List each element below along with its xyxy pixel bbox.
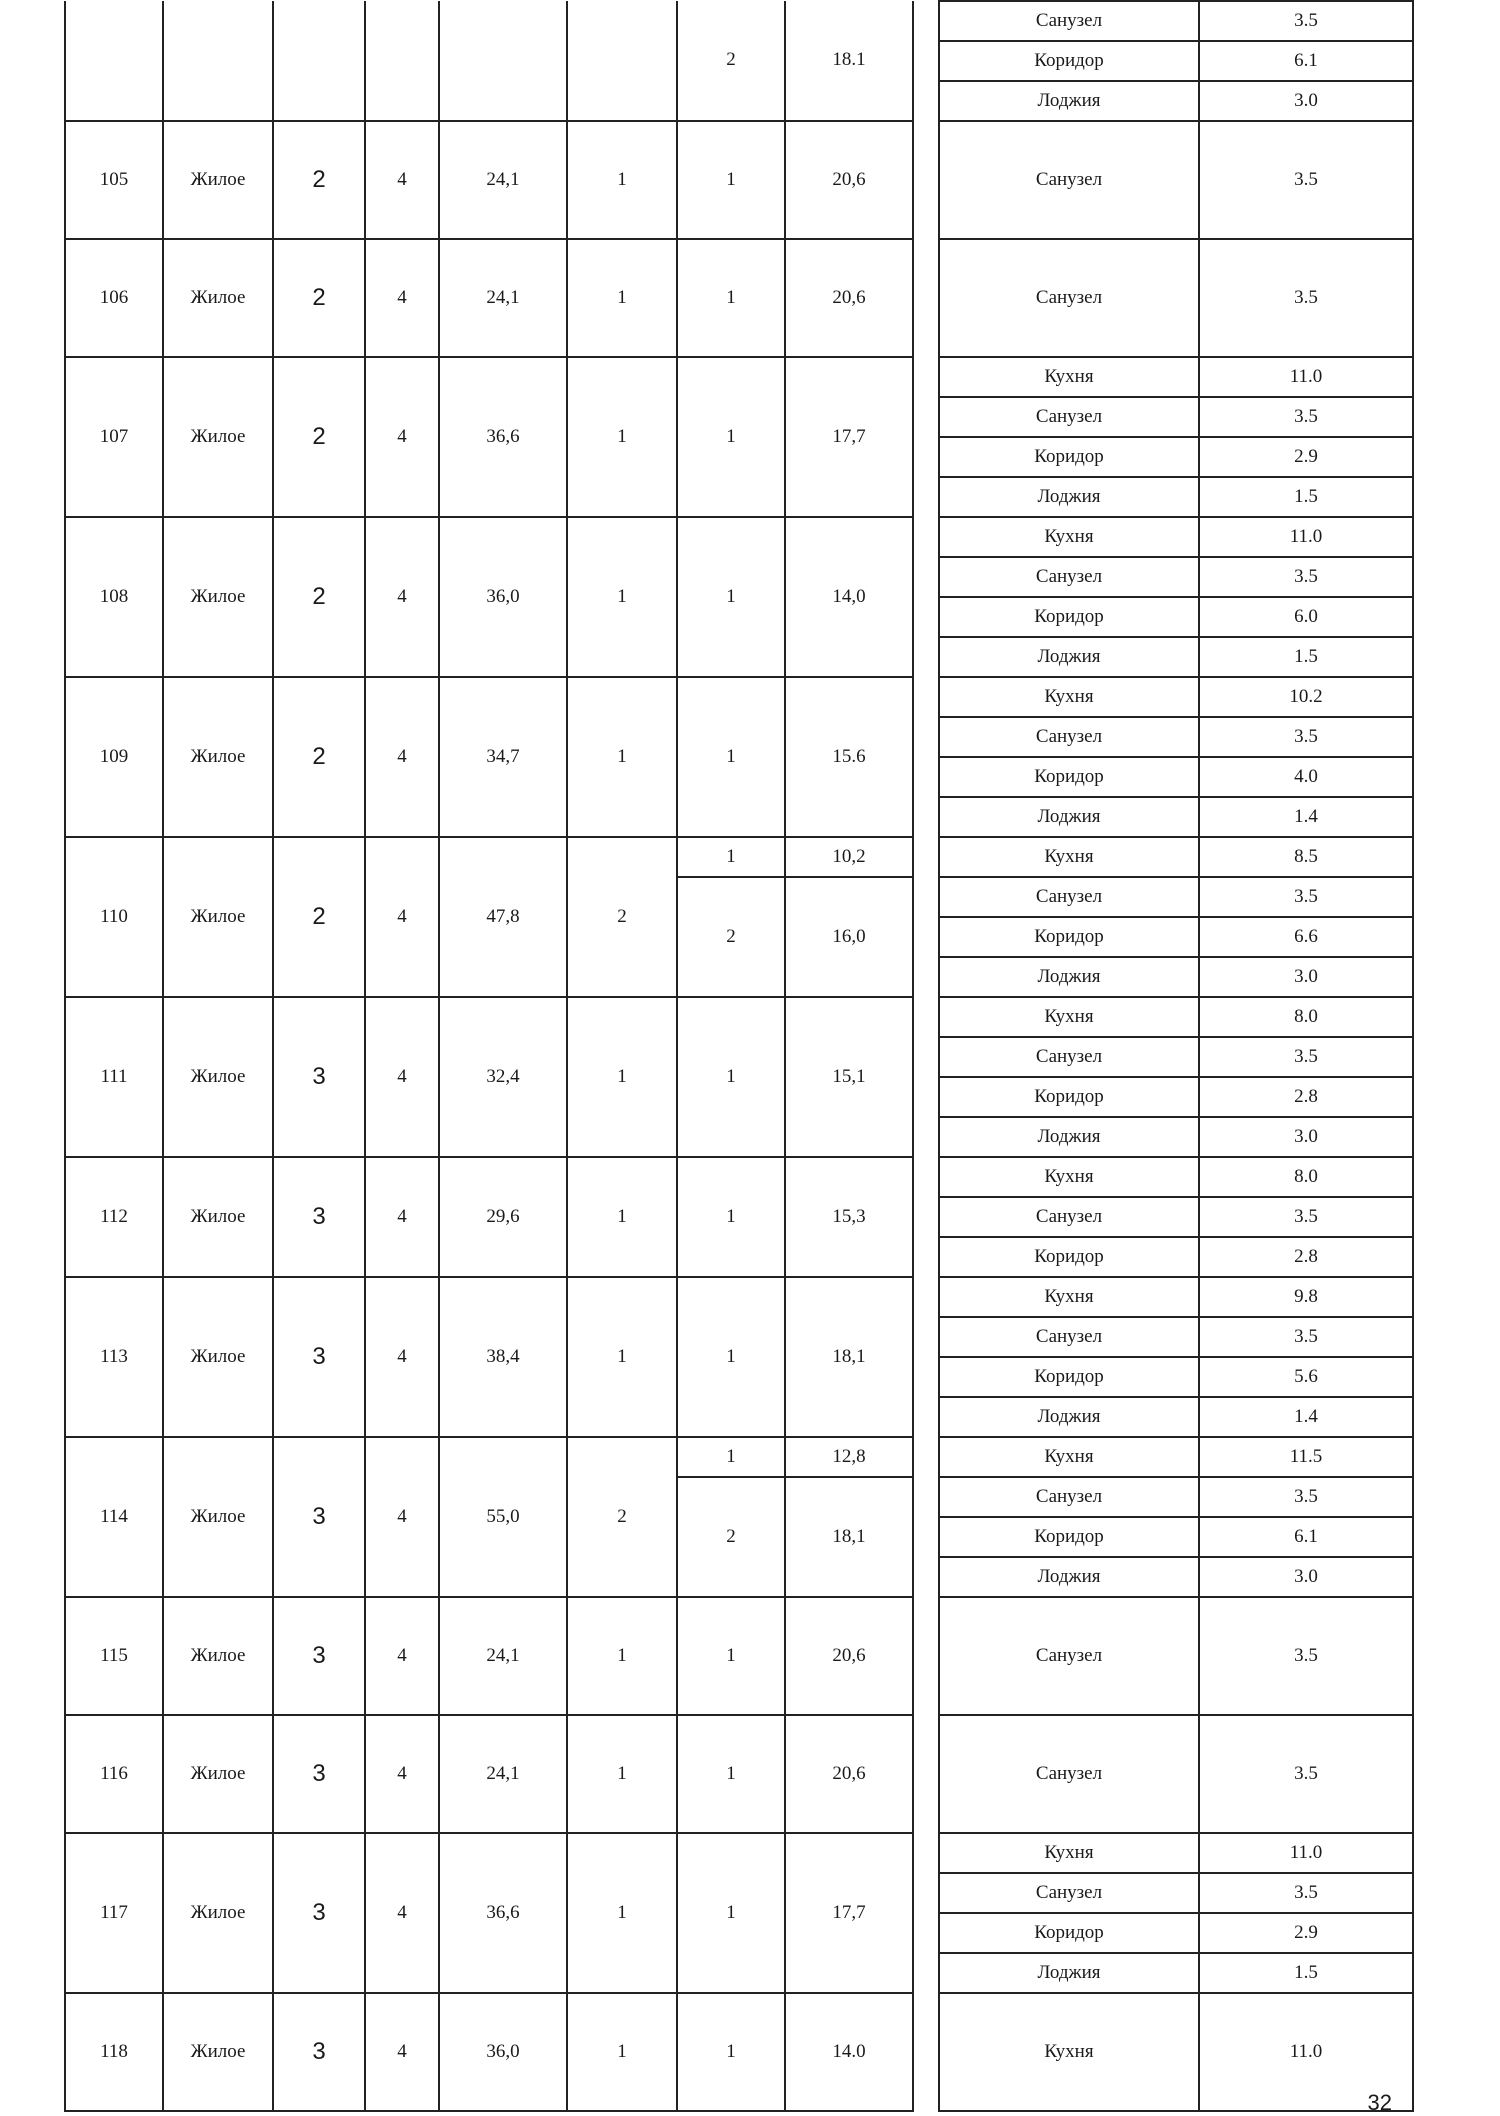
aux-room-area: 2.9 <box>1199 1913 1413 1953</box>
apartment-number: 115 <box>65 1597 163 1715</box>
table-row <box>65 1157 1413 1197</box>
aux-room-area: 6.0 <box>1199 597 1413 637</box>
aux-room-area: 8.0 <box>1199 997 1413 1037</box>
aux-room-name: Коридор <box>939 1357 1199 1397</box>
apartment-type: Жилое <box>163 677 273 837</box>
aux-room-name: Санузел <box>939 557 1199 597</box>
room-count: 1 <box>567 357 677 517</box>
apartment-type: Жилое <box>163 1157 273 1277</box>
aux-room-area: 3.0 <box>1199 81 1413 121</box>
apartment-type: Жилое <box>163 357 273 517</box>
apartment-number: 112 <box>65 1157 163 1277</box>
apartment-number: 108 <box>65 517 163 677</box>
apartment-number: 109 <box>65 677 163 837</box>
aux-room-area: 1.5 <box>1199 637 1413 677</box>
section-number: 4 <box>365 1597 439 1715</box>
aux-room-name: Коридор <box>939 41 1199 81</box>
aux-room-area: 2.8 <box>1199 1237 1413 1277</box>
living-room-number: 1 <box>677 1277 785 1437</box>
aux-room-name: Кухня <box>939 1277 1199 1317</box>
column-gap <box>913 121 939 239</box>
apartment-type: Жилое <box>163 517 273 677</box>
apartment-type: Жилое <box>163 239 273 357</box>
aux-room-name: Санузел <box>939 877 1199 917</box>
living-room-area: 15,1 <box>785 997 913 1157</box>
aux-room-name: Санузел <box>939 1715 1199 1833</box>
aux-room-name: Лоджия <box>939 1953 1199 1993</box>
aux-room-area: 6.1 <box>1199 1517 1413 1557</box>
column-gap <box>913 837 939 997</box>
apartment-table-body <box>65 1 1413 2111</box>
apartment-table <box>64 0 1414 2112</box>
aux-room-area: 3.0 <box>1199 1117 1413 1157</box>
room-count: 1 <box>567 1715 677 1833</box>
aux-room-area: 3.5 <box>1199 1037 1413 1077</box>
floor-number: 2 <box>273 121 365 239</box>
column-gap <box>913 1597 939 1715</box>
living-room-number: 2 <box>677 1477 785 1597</box>
aux-room-area: 3.5 <box>1199 1873 1413 1913</box>
page-number: 32 <box>1367 2090 1392 2115</box>
column-gap <box>913 1157 939 1277</box>
living-room-area: 15,3 <box>785 1157 913 1277</box>
aux-room-area: 4.0 <box>1199 757 1413 797</box>
floor-number: 3 <box>273 997 365 1157</box>
aux-room-name: Санузел <box>939 1873 1199 1913</box>
room-count: 1 <box>567 997 677 1157</box>
aux-room-name: Лоджия <box>939 81 1199 121</box>
apartment-type: Жилое <box>163 121 273 239</box>
living-room-number: 2 <box>677 877 785 997</box>
aux-room-name: Кухня <box>939 997 1199 1037</box>
column-gap <box>913 1715 939 1833</box>
aux-room-area: 1.5 <box>1199 1953 1413 1993</box>
apartment-number: 110 <box>65 837 163 997</box>
total-area: 36,0 <box>439 517 567 677</box>
aux-room-name: Коридор <box>939 1237 1199 1277</box>
table-row <box>65 677 1413 717</box>
aux-room-name: Санузел <box>939 1317 1199 1357</box>
room-count: 1 <box>567 121 677 239</box>
living-room-number: 1 <box>677 1715 785 1833</box>
aux-room-name: Санузел <box>939 1597 1199 1715</box>
column-gap <box>913 1437 939 1597</box>
room-count: 2 <box>567 837 677 997</box>
total-area: 34,7 <box>439 677 567 837</box>
aux-room-area: 6.6 <box>1199 917 1413 957</box>
room-count: 1 <box>567 517 677 677</box>
aux-room-area: 3.0 <box>1199 957 1413 997</box>
aux-room-area: 11.0 <box>1199 1833 1413 1873</box>
floor-number: 2 <box>273 239 365 357</box>
floor-number: 3 <box>273 1437 365 1597</box>
floor-number: 3 <box>273 1833 365 1993</box>
aux-room-name: Лоджия <box>939 1557 1199 1597</box>
aux-room-name: Санузел <box>939 121 1199 239</box>
aux-room-area: 2.8 <box>1199 1077 1413 1117</box>
aux-room-name: Коридор <box>939 437 1199 477</box>
floor-number: 3 <box>273 1157 365 1277</box>
apartment-type: Жилое <box>163 1993 273 2111</box>
section-number: 4 <box>365 677 439 837</box>
aux-room-area: 8.5 <box>1199 837 1413 877</box>
aux-room-name: Лоджия <box>939 1397 1199 1437</box>
floor-number: 3 <box>273 1277 365 1437</box>
apartment-type: Жилое <box>163 837 273 997</box>
living-room-number: 1 <box>677 1597 785 1715</box>
aux-room-area: 2.9 <box>1199 437 1413 477</box>
cont-room-count <box>567 1 677 121</box>
total-area: 36,6 <box>439 1833 567 1993</box>
living-room-area: 18,1 <box>785 1277 913 1437</box>
aux-room-area: 3.0 <box>1199 1557 1413 1597</box>
room-count: 1 <box>567 1597 677 1715</box>
column-gap <box>913 1833 939 1993</box>
apartment-type: Жилое <box>163 1715 273 1833</box>
aux-room-name: Коридор <box>939 1517 1199 1557</box>
aux-room-area: 3.5 <box>1199 1597 1413 1715</box>
living-room-number: 1 <box>677 239 785 357</box>
table-row <box>65 1993 1413 2111</box>
living-room-area: 17,7 <box>785 357 913 517</box>
aux-room-name: Лоджия <box>939 1117 1199 1157</box>
aux-room-name: Санузел <box>939 1197 1199 1237</box>
room-count: 1 <box>567 1993 677 2111</box>
living-room-number: 1 <box>677 1993 785 2111</box>
room-count: 2 <box>567 1437 677 1597</box>
floor-number: 2 <box>273 517 365 677</box>
living-room-area: 12,8 <box>785 1437 913 1477</box>
living-room-area: 14,0 <box>785 517 913 677</box>
aux-room-name: Санузел <box>939 717 1199 757</box>
aux-room-area: 3.5 <box>1199 397 1413 437</box>
aux-room-area: 3.5 <box>1199 1477 1413 1517</box>
apartment-number: 114 <box>65 1437 163 1597</box>
apartment-number: 105 <box>65 121 163 239</box>
total-area: 24,1 <box>439 121 567 239</box>
living-room-number: 1 <box>677 837 785 877</box>
apartment-type: Жилое <box>163 997 273 1157</box>
aux-room-name: Санузел <box>939 397 1199 437</box>
aux-room-area: 3.5 <box>1199 239 1413 357</box>
aux-room-name: Коридор <box>939 1913 1199 1953</box>
cont-floor <box>273 1 365 121</box>
column-gap <box>913 1 939 121</box>
living-room-area: 15.6 <box>785 677 913 837</box>
table-row <box>65 121 1413 239</box>
aux-room-area: 3.5 <box>1199 1197 1413 1237</box>
aux-room-name: Коридор <box>939 597 1199 637</box>
aux-room-name: Лоджия <box>939 797 1199 837</box>
total-area: 36,6 <box>439 357 567 517</box>
floor-number: 3 <box>273 1597 365 1715</box>
column-gap <box>913 1277 939 1437</box>
aux-room-name: Санузел <box>939 239 1199 357</box>
section-number: 4 <box>365 121 439 239</box>
aux-room-area: 3.5 <box>1199 1715 1413 1833</box>
column-gap <box>913 997 939 1157</box>
aux-room-name: Кухня <box>939 1833 1199 1873</box>
cont-total-area <box>439 1 567 121</box>
room-count: 1 <box>567 239 677 357</box>
living-room-area: 20,6 <box>785 1597 913 1715</box>
aux-room-name: Кухня <box>939 1993 1199 2111</box>
table-row <box>65 837 1413 877</box>
aux-room-area: 10.2 <box>1199 677 1413 717</box>
table-row <box>65 1597 1413 1715</box>
total-area: 24,1 <box>439 1715 567 1833</box>
cont-room-number: 2 <box>677 1 785 121</box>
table-row <box>65 1437 1413 1477</box>
apartment-type: Жилое <box>163 1833 273 1993</box>
section-number: 4 <box>365 997 439 1157</box>
room-count: 1 <box>567 1833 677 1993</box>
aux-room-area: 11.0 <box>1199 357 1413 397</box>
apartment-number: 111 <box>65 997 163 1157</box>
document-sheet <box>64 0 1412 2112</box>
aux-room-area: 5.6 <box>1199 1357 1413 1397</box>
table-row <box>65 239 1413 357</box>
aux-room-name: Коридор <box>939 1077 1199 1117</box>
cont-apartment-number <box>65 1 163 121</box>
total-area: 55,0 <box>439 1437 567 1597</box>
aux-room-name: Лоджия <box>939 957 1199 997</box>
section-number: 4 <box>365 517 439 677</box>
total-area: 36,0 <box>439 1993 567 2111</box>
cont-room-area: 18.1 <box>785 1 913 121</box>
apartment-number: 116 <box>65 1715 163 1833</box>
aux-room-name: Лоджия <box>939 637 1199 677</box>
aux-room-area: 8.0 <box>1199 1157 1413 1197</box>
floor-number: 3 <box>273 1993 365 2111</box>
apartment-type: Жилое <box>163 1277 273 1437</box>
column-gap <box>913 677 939 837</box>
column-gap <box>913 357 939 517</box>
section-number: 4 <box>365 837 439 997</box>
table-row <box>65 1277 1413 1317</box>
room-count: 1 <box>567 677 677 837</box>
living-room-area: 20,6 <box>785 1715 913 1833</box>
room-count: 1 <box>567 1157 677 1277</box>
aux-room-area: 11.0 <box>1199 517 1413 557</box>
aux-room-area: 11.0 <box>1199 1993 1413 2111</box>
aux-room-name: Кухня <box>939 517 1199 557</box>
living-room-area: 18,1 <box>785 1477 913 1597</box>
total-area: 38,4 <box>439 1277 567 1437</box>
apartment-number: 113 <box>65 1277 163 1437</box>
aux-room-area: 1.5 <box>1199 477 1413 517</box>
aux-room-area: 3.5 <box>1199 121 1413 239</box>
aux-room-name: Кухня <box>939 677 1199 717</box>
apartment-number: 107 <box>65 357 163 517</box>
aux-room-area: 6.1 <box>1199 41 1413 81</box>
living-room-area: 16,0 <box>785 877 913 997</box>
column-gap <box>913 239 939 357</box>
total-area: 29,6 <box>439 1157 567 1277</box>
apartment-number: 118 <box>65 1993 163 2111</box>
living-room-number: 1 <box>677 1833 785 1993</box>
living-room-number: 1 <box>677 1157 785 1277</box>
section-number: 4 <box>365 1277 439 1437</box>
floor-number: 3 <box>273 1715 365 1833</box>
aux-room-name: Кухня <box>939 357 1199 397</box>
column-gap <box>913 517 939 677</box>
section-number: 4 <box>365 1437 439 1597</box>
section-number: 4 <box>365 357 439 517</box>
total-area: 24,1 <box>439 239 567 357</box>
section-number: 4 <box>365 1833 439 1993</box>
aux-room-name: Санузел <box>939 1477 1199 1517</box>
aux-room-name: Коридор <box>939 917 1199 957</box>
apartment-number: 117 <box>65 1833 163 1993</box>
floor-number: 2 <box>273 837 365 997</box>
living-room-area: 10,2 <box>785 837 913 877</box>
apartment-type: Жилое <box>163 1597 273 1715</box>
aux-room-area: 3.5 <box>1199 717 1413 757</box>
cont-apartment-type <box>163 1 273 121</box>
total-area: 47,8 <box>439 837 567 997</box>
living-room-number: 1 <box>677 517 785 677</box>
section-number: 4 <box>365 1715 439 1833</box>
living-room-number: 1 <box>677 677 785 837</box>
total-area: 24,1 <box>439 1597 567 1715</box>
section-number: 4 <box>365 239 439 357</box>
apartment-number: 106 <box>65 239 163 357</box>
living-room-number: 1 <box>677 1437 785 1477</box>
living-room-area: 17,7 <box>785 1833 913 1993</box>
aux-room-name: Кухня <box>939 1437 1199 1477</box>
aux-room-area: 3.5 <box>1199 557 1413 597</box>
total-area: 32,4 <box>439 997 567 1157</box>
section-number: 4 <box>365 1993 439 2111</box>
cont-section <box>365 1 439 121</box>
table-row <box>65 1833 1413 1873</box>
aux-room-area: 3.5 <box>1199 1 1413 41</box>
aux-room-name: Санузел <box>939 1 1199 41</box>
aux-room-area: 1.4 <box>1199 797 1413 837</box>
aux-room-name: Коридор <box>939 757 1199 797</box>
aux-room-area: 11.5 <box>1199 1437 1413 1477</box>
aux-room-name: Санузел <box>939 1037 1199 1077</box>
table-row <box>65 997 1413 1037</box>
table-row <box>65 357 1413 397</box>
aux-room-area: 9.8 <box>1199 1277 1413 1317</box>
living-room-number: 1 <box>677 357 785 517</box>
column-gap <box>913 1993 939 2111</box>
aux-room-name: Кухня <box>939 1157 1199 1197</box>
living-room-number: 1 <box>677 121 785 239</box>
living-room-number: 1 <box>677 997 785 1157</box>
aux-room-name: Кухня <box>939 837 1199 877</box>
table-row <box>65 1715 1413 1833</box>
living-room-area: 14.0 <box>785 1993 913 2111</box>
room-count: 1 <box>567 1277 677 1437</box>
section-number: 4 <box>365 1157 439 1277</box>
aux-room-area: 3.5 <box>1199 1317 1413 1357</box>
apartment-type: Жилое <box>163 1437 273 1597</box>
aux-room-name: Лоджия <box>939 477 1199 517</box>
floor-number: 2 <box>273 357 365 517</box>
aux-room-area: 1.4 <box>1199 1397 1413 1437</box>
table-row <box>65 1 1413 41</box>
living-room-area: 20,6 <box>785 121 913 239</box>
aux-room-area: 3.5 <box>1199 877 1413 917</box>
table-row <box>65 517 1413 557</box>
living-room-area: 20,6 <box>785 239 913 357</box>
floor-number: 2 <box>273 677 365 837</box>
